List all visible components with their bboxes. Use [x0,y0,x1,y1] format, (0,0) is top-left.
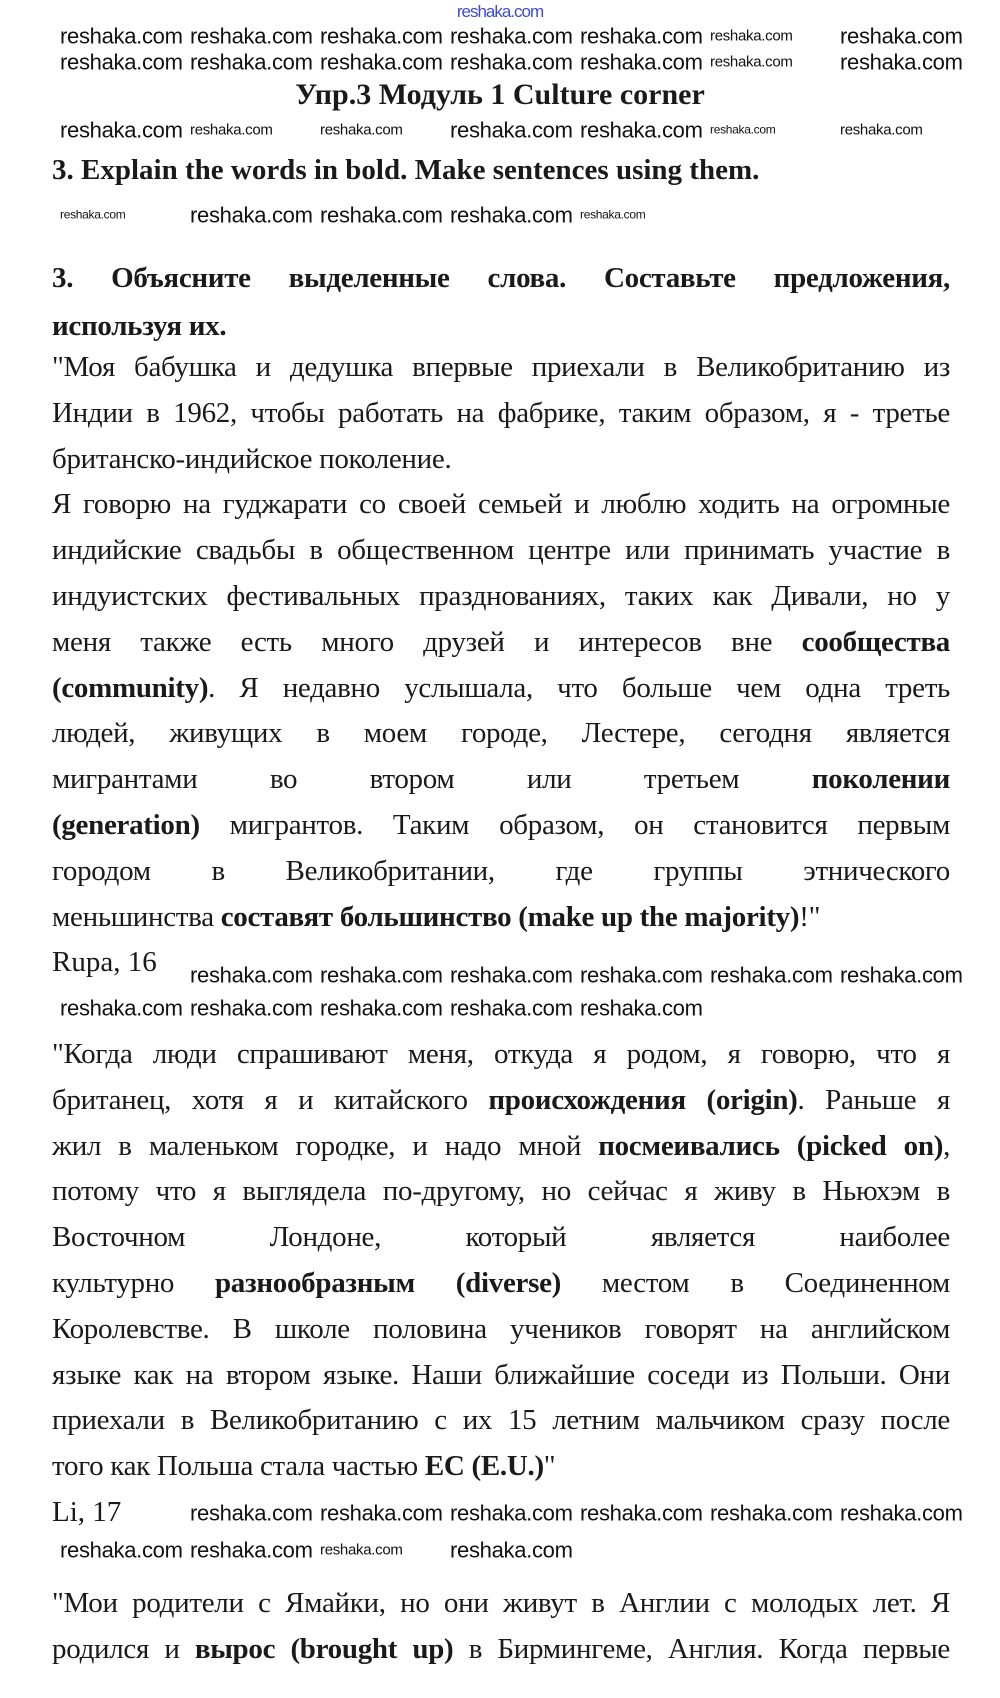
task-heading-russian [52,254,950,350]
text-line [52,1032,950,1078]
text-segment: " [543,1450,556,1483]
text-segment: меньшинства [52,900,221,933]
paragraph-third [52,1581,950,1673]
text-segment: индуистских фестивальных празднованиях, таких как Дивали, но у [52,579,950,612]
text-segment: "Моя бабушка и дедушка впервые приехали в Великобританию из [52,351,950,383]
text-segment: Королевстве. В школе половина учеников говорят на английском [52,1312,950,1345]
bold-term: разнообразным (diverse) [214,1266,562,1299]
text-segment: Я говорю на гуджарати со своей семьей и люблю ходить на огромные [52,488,950,521]
text-line [52,1353,950,1399]
text-line [52,1169,950,1215]
text-line [52,849,950,895]
watermark: reshaka.com [190,121,273,139]
watermark: reshaka.com [320,995,443,1021]
text-segment: британец, хотя я и китайского [52,1083,489,1116]
text-line [52,1444,950,1490]
text-segment: городом в Великобритании, где группы этнического [52,854,950,887]
text-segment: , [943,1129,951,1162]
watermark: reshaka.com [320,1500,443,1526]
text-segment: меня также есть много друзей и интересов вне [52,625,802,658]
watermark: reshaka.com [580,962,703,988]
bold-term: составят большинство (make up the majority) [220,900,800,933]
text-line [52,1215,950,1261]
text-segment: жил в маленьком городке, и надо мной [52,1129,599,1162]
text-segment: местом в Соединенном [561,1266,950,1299]
watermark: reshaka.com [840,1500,963,1526]
watermark: reshaka.com [580,117,703,143]
text-line [52,895,950,941]
text-segment: мигрантами во втором или третьем [52,763,812,796]
watermark: reshaka.com [190,49,313,75]
text-line [52,1261,950,1307]
text-segment: "Когда люди спрашивают меня, откуда я родом, я говорю, что я [52,1038,950,1070]
watermark: reshaka.com [320,49,443,75]
text-line [52,437,950,483]
bold-term: (community) [52,671,209,704]
text-segment: того как Польша стала частью [52,1450,425,1483]
watermark: reshaka.com [320,1541,403,1559]
text-line [52,345,950,391]
task-heading-english: 3. Explain the words in bold. Make sentences using them. [52,154,760,186]
bold-term: посмеивались (picked on) [598,1129,944,1162]
text-segment: . Я недавно услышала, что больше чем одна треть [208,671,950,704]
watermark: reshaka.com [840,23,963,49]
text-line [52,803,950,849]
text-line [52,1627,950,1673]
watermark: reshaka.com [580,1500,703,1526]
watermark: reshaka.com [450,49,573,75]
bold-term: поколении [811,763,950,796]
watermark: reshaka.com [190,23,313,49]
heading-ru-line: 3. Объясните выделенные слова. Составьте предложения, [52,262,950,294]
text-segment: . Раньше я [797,1083,950,1116]
text-segment: Восточном Лондоне, который является наиболее [52,1221,950,1254]
text-line [52,1078,950,1124]
watermark: reshaka.com [190,202,313,228]
bold-term: вырос (brought up) [194,1632,454,1665]
text-line [52,528,950,574]
watermark: reshaka.com [840,121,923,139]
watermark: reshaka.com [450,962,573,988]
text-segment: "Мои родители с Ямайки, но они живут в Англии с молодых лет. Я [52,1587,950,1619]
watermark: reshaka.com [710,962,833,988]
watermark: reshaka.com [190,1537,313,1563]
text-segment: родился и [52,1632,195,1665]
watermark: reshaka.com [710,122,776,137]
watermark: reshaka.com [320,23,443,49]
text-segment: британско-индийское поколение. [52,442,452,475]
watermark: reshaka.com [60,207,126,222]
text-line [52,391,950,437]
paragraph-rupa [52,345,950,940]
watermark: reshaka.com [710,27,793,45]
watermark: reshaka.com [320,962,443,988]
page-title: Упр.3 Модуль 1 Culture corner [295,78,705,111]
watermark: reshaka.com [580,995,703,1021]
text-segment: в Бирмингеме, Англия. Когда первые [453,1632,950,1665]
watermark: reshaka.com [450,117,573,143]
top-watermark: reshaka.com [456,2,544,21]
watermark: reshaka.com [320,202,443,228]
text-segment: индийские свадьбы в общественном центре или принимать участие в [52,534,950,567]
text-line [52,757,950,803]
watermark: reshaka.com [60,117,183,143]
text-segment: людей, живущих в моем городе, Лестере, сегодня является [52,717,950,750]
text-line [52,1581,950,1627]
bold-term: происхождения (origin) [488,1083,798,1116]
text-segment: потому что я выглядела по-другому, но сейчас я живу в Ньюхэм в [52,1175,950,1208]
watermark: reshaka.com [190,1500,313,1526]
text-line [52,1307,950,1353]
signature-rupa: Rupa, 16 [52,946,157,978]
signature-li: Li, 17 [52,1496,122,1528]
watermark: reshaka.com [190,962,313,988]
text-segment: мигрантов. Таким образом, он становится первым [199,808,950,841]
watermark: reshaka.com [710,1500,833,1526]
text-segment: !" [799,900,821,933]
watermark: reshaka.com [580,23,703,49]
text-segment: культурно [52,1266,215,1299]
heading-ru-line: используя их. [52,310,227,342]
bold-term: сообщества [801,625,950,658]
text-line [52,711,950,757]
text-segment: приехали в Великобританию с их 15 летним мальчиком сразу после [52,1404,950,1437]
watermark: reshaka.com [60,995,183,1021]
bold-term: ЕС (E.U.) [424,1450,544,1483]
watermark: reshaka.com [580,207,646,222]
watermark: reshaka.com [840,962,963,988]
watermark: reshaka.com [450,995,573,1021]
text-segment: Индии в 1962, чтобы работать на фабрике, таким образом, я - третье [52,396,950,429]
text-line [52,1398,950,1444]
text-segment: языке как на втором языке. Наши ближайшие соседи из Польши. Они [52,1358,950,1391]
watermark: reshaka.com [450,23,573,49]
watermark: reshaka.com [450,1500,573,1526]
watermark: reshaka.com [60,49,183,75]
text-line [52,574,950,620]
watermark: reshaka.com [60,23,183,49]
text-line [52,666,950,712]
bold-term: (generation) [52,808,200,841]
watermark: reshaka.com [450,1537,573,1563]
watermark: reshaka.com [450,202,573,228]
watermark: reshaka.com [710,53,793,71]
text-line [52,482,950,528]
watermark: reshaka.com [840,49,963,75]
watermark: reshaka.com [190,995,313,1021]
text-line [52,1124,950,1170]
text-line [52,620,950,666]
paragraph-li [52,1032,950,1490]
watermark: reshaka.com [60,1537,183,1563]
watermark: reshaka.com [320,121,403,139]
watermark: reshaka.com [580,49,703,75]
